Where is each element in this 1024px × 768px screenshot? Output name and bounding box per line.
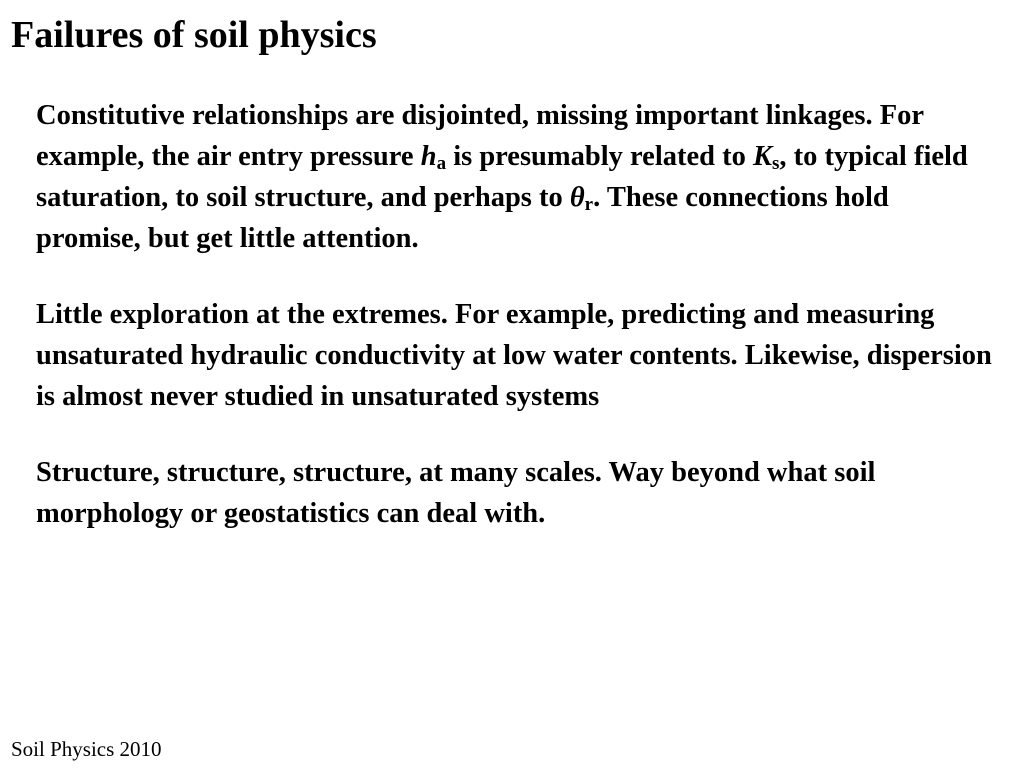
paragraph-text: , to typical field saturation, to soil structure, and perhaps to bbox=[36, 141, 968, 213]
slide-footer: Soil Physics 2010 bbox=[11, 737, 162, 761]
saturated-conductivity-symbol: K bbox=[752, 141, 772, 172]
paragraph-constitutive-relationships bbox=[36, 95, 996, 259]
slide-body bbox=[36, 95, 996, 534]
paragraph-text: is presumably related to bbox=[446, 141, 753, 172]
residual-water-content-symbol: θ bbox=[569, 182, 585, 213]
paragraph-text: . These connections hold promise, but get little attention. bbox=[36, 182, 889, 254]
slide-title: Failures of soil physics bbox=[11, 14, 377, 56]
paragraph-structure: Structure, structure, structure, at many scales. Way beyond what soil morphology or geostatistics can deal with. bbox=[36, 457, 876, 529]
air-entry-pressure-subscript: a bbox=[436, 153, 447, 174]
paragraph-extremes: Little exploration at the extremes. For example, predicting and measuring unsaturated hydraulic conductivity at low water contents. Likewise, dispersion is almost never studied in unsaturated systems bbox=[36, 299, 992, 412]
paragraph-text: Constitutive relationships are disjointed, missing important linkages. For example, the air entry pressure bbox=[36, 100, 924, 172]
saturated-conductivity-subscript: s bbox=[771, 153, 780, 174]
air-entry-pressure-symbol: h bbox=[420, 141, 437, 172]
residual-water-content-subscript: r bbox=[584, 194, 594, 215]
